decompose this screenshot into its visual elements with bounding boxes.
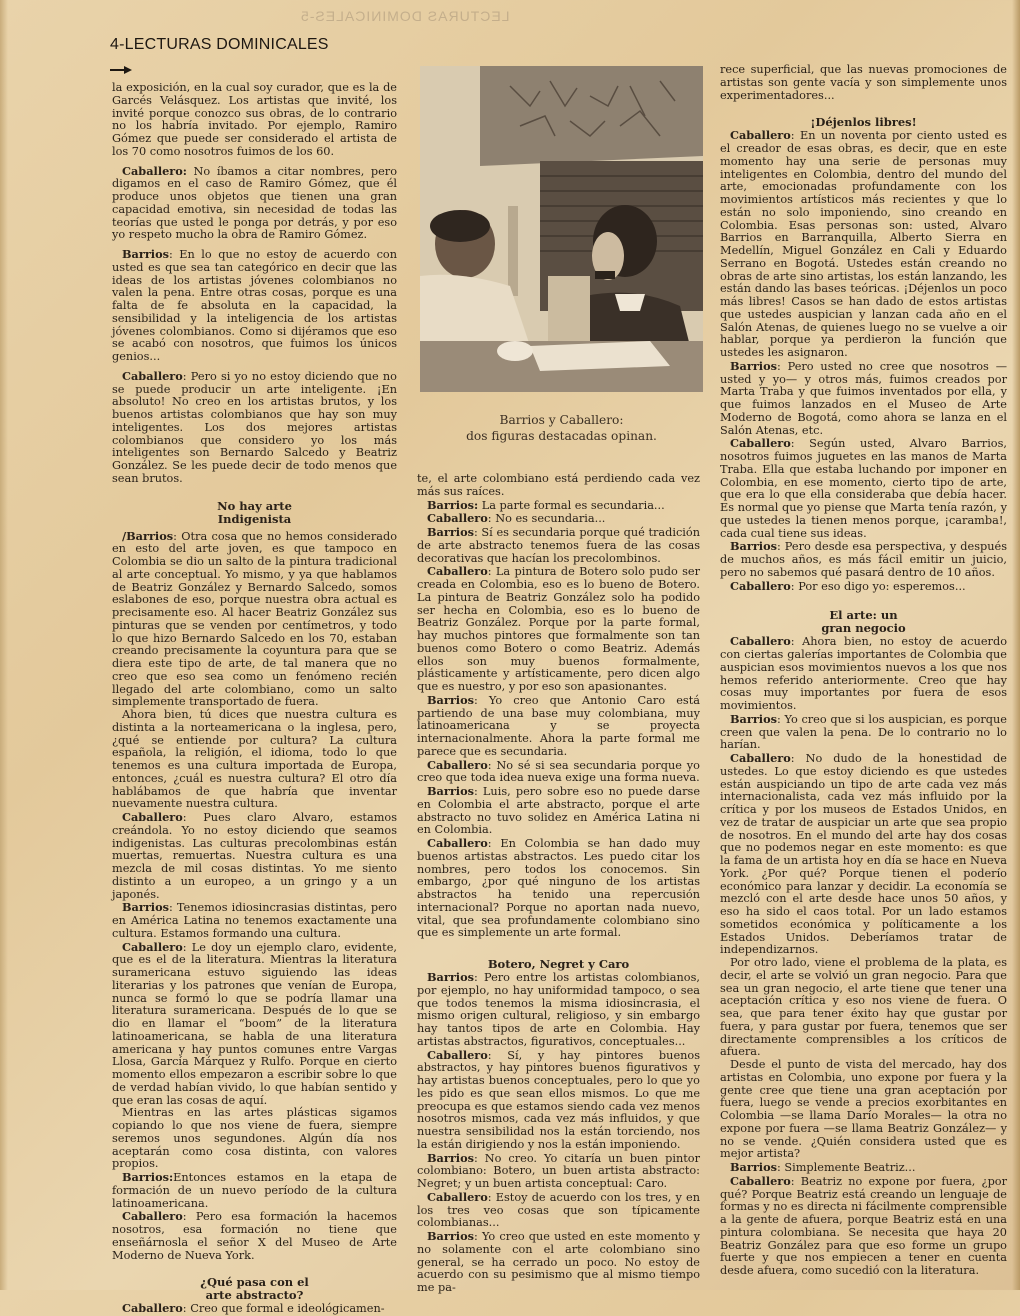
paragraph-text: : Estoy de acuerdo con los tres, y en los tres veo cosas que son típicamente colombianas... (417, 1190, 700, 1230)
paragraph-text: : Otra cosa que no hemos considerado en esto del arte joven, es que tampoco en Colombia se dio un salto de la pintura tradicional al arte conceptual. Yo mismo, y ya que hablamos de Beatriz González y Bernardo Salcedo, somos eslabones de eso, porque nuestra obra actual es precisamente eso. Al hacer Beatriz González sus pinturas que se venden por centímetros, y todo lo que hizo Bernardo Salcedo en los 70, estaban creando precisamente la coyuntura para que se diera este tipo de arte, de tal manera que no creo que eso sea como un fenómeno recién llegado del arte colombiano, como un salto simplemente transportado de fuera. (112, 529, 397, 709)
interview-photo (420, 66, 703, 392)
speaker-name: Barrios (427, 1150, 474, 1165)
caption-line: Barrios y Caballero: (499, 413, 624, 427)
article-paragraph (417, 971, 700, 1049)
paper-on-stand (548, 276, 590, 341)
paragraph-text: : Por eso digo yo: esperemos... (790, 579, 966, 593)
subhead-line: Botero, Negret y Caro (487, 957, 630, 971)
article-paragraph (417, 526, 700, 565)
paragraph-text: : Luis, pero sobre eso no puede darse en Colombia el arte abstracto, porque el arte abstracto no tuvo solidez en América Latina ni en Colombia. (417, 785, 700, 837)
photo-illustration (420, 66, 703, 392)
article-paragraph (720, 580, 1007, 594)
speaker-name: Barrios (730, 1160, 777, 1174)
paragraph-text: No íbamos a citar nombres, pero digamos en el caso de Ramiro Gómez, que él produce unos objetos que tienen una gran capacidad emotiva, sin necesidad de todas las teorías que usted le ponga por detrás, y por eso yo respeto mucho la obra de Ramiro Gómez. (112, 164, 397, 242)
article-paragraph (720, 957, 1007, 1059)
paragraph-text: : Ahora bien, no estoy de acuerdo con ciertas galerías importantes de Colombia que auspician esos movimientos nuevos a los que nos hemos referido anteriormente. Creo que hay cosas muy importantes por fuera de esos movimientos. (720, 635, 1007, 712)
speaker-name: Barrios: (122, 1170, 174, 1184)
paragraph-text: : Yo creo que Antonio Caro está partiendo de una base muy colombiana, muy latinoamericana y se proyecta internacionalmente. Ahora la parte formal me parece que es secundaria. (417, 693, 700, 758)
speaker-name: Caballero (122, 939, 183, 954)
column-1 (112, 82, 397, 1316)
subhead-arte-abstracto (112, 1276, 397, 1302)
article-paragraph (720, 437, 1007, 540)
article-paragraph (112, 709, 397, 811)
article-paragraph (112, 901, 397, 940)
subhead-no-hay-arte (112, 500, 397, 526)
article-paragraph (417, 785, 700, 837)
article-paragraph (417, 499, 700, 513)
column-2 (417, 473, 700, 1295)
speaker-name: Caballero (427, 564, 488, 579)
column-3 (720, 64, 1007, 1278)
article-paragraph (720, 129, 1007, 360)
subhead-line: El arte: un (829, 608, 898, 623)
bleed-through-header: LECTURAS DOMINICALES-5 (300, 8, 510, 24)
speaker-name: Caballero (122, 368, 183, 383)
article-paragraph (417, 1191, 700, 1230)
article-paragraph (720, 540, 1007, 579)
subhead-line: Indigenista (217, 511, 292, 526)
paragraph-text: La parte formal es secundaria... (478, 498, 665, 512)
col1-block-1 (112, 82, 397, 486)
speaker-name: Barrios (730, 711, 777, 726)
paragraph-text: Ahora bien, tú dices que nuestra cultura es distinta a la norteamericana o la inglesa, pero, ¿qué se entiende por cultura? La cultura española, la religión, el idioma, todo lo que tenemos es una cultura importada de Europa, entonces, ¿cuál es nuestra cultura? El otro día hablábamos de que habría que inventar nuevamente nuestra cultura. (112, 708, 397, 811)
paragraph-text: : Pero si yo no estoy diciendo que no se puede producir un arte inteligente. ¡En absoluto! No creo en los artistas brutos, y los buenos artistas colombianos que hay son muy inteligentes. Los dos mejores artistas colombianos que considero yo los más inteligentes son Bernardo Salcedo y Beatriz González. Se les puede decir de todo menos que sean brutos. (112, 369, 397, 485)
speaker-name: Caballero (122, 1301, 183, 1316)
speaker-name: Barrios (122, 900, 169, 915)
paragraph-text: : Según usted, Alvaro Barrios, nosotros fuimos juguetes en las manos de Marta Traba. Ella que estaba luchando por imponer en Colombia, en ese momento, cierto tipo de arte, que era lo que ella consideraba que debía hacer. Es normal que yo piense que Marta tenía razón, y que ustedes la tienen menos porque, ¡caramba!, cada cual tiene sus ideas. (720, 437, 1007, 540)
article-paragraph (720, 360, 1007, 438)
article-paragraph (417, 512, 700, 526)
article-paragraph (417, 759, 700, 786)
speaker-name: Barrios (427, 784, 474, 798)
article-paragraph (112, 530, 397, 710)
paragraph-text: : No creo. Yo citaría un buen pintor colombiano: Botero, un buen artista abstracto: Negret; y un buen artista conceptual: Caro. (417, 1151, 700, 1190)
article-paragraph (112, 1210, 397, 1262)
article-paragraph (112, 165, 397, 243)
speaker-name: Barrios (730, 358, 777, 373)
article-paragraph (417, 1230, 700, 1295)
paragraph-text: : Beatriz no expone por fuera, ¿por qué? Porque Beatriz está creando un lenguaje de formas y no es directa ni fácilmente comprensible a la gente de afuera, porque Beatriz está en una pintura colombiana. Se necesita que haya 20 Beatriz González para que eso forme un grupo fuerte y que nos empiecen a tener en cuenta desde afuera, como sucedió con la literatura. (720, 1174, 1007, 1277)
speaker-name: /Barrios (122, 528, 174, 543)
speaker-name: Barrios: (427, 497, 479, 512)
speaker-name: Caballero (427, 757, 488, 772)
article-paragraph (417, 1152, 700, 1191)
paragraph-text: : La pintura de Botero solo pudo ser creada en Colombia, eso es lo bueno de Botero. La pintura de Beatriz González solo ha podido ser hecha en Colombia, eso es lo bueno de Beatriz González. Porque por la parte formal, hay muchos pintores que formalmente son tan buenos como Botero o como Beatriz. Además ellos son muy buenos formalmente, plásticamente y artísticamente, pero dicen algo que es nuestro, y por eso son apasionantes. (417, 565, 700, 693)
paragraph-text: : Le doy un ejemplo claro, evidente, que es el de la literatura. Mientras la literatura suramericana estuvo siguiendo las ideas literarias y los patrones que venían de Europa, nunca se formó lo que se podría llamar una literatura suramericana. Después de lo que se dio en llamar el “boom” de la literatura latinoamericana, se habla de una literatura americana y hay puntos comunes entre Vargas Llosa, García Márquez y Rulfo. Porque en cierto momento ellos empezaron a escribir sobre lo que de verdad habían vivido, lo que habían sentido y que eran las cosas de aquí. (112, 940, 397, 1107)
article-paragraph (720, 64, 1007, 102)
paragraph-text: : Pero esa formación la hacemos nosotros, esa formación no tiene que enseñárnosla el señor X del Museo de Arte Moderno de Nueva York. (112, 1210, 397, 1262)
speaker-name: Caballero (730, 128, 791, 143)
paragraph-text: : Pues claro Alvaro, estamos creándola. Yo no estoy diciendo que seamos indigenistas. Las culturas precolombinas están muertas, remuertas. Nuestra cultura es una mezcla de mil cosas distintas. Yo me siento distinto a un europeo, a un gringo y a un japonés. (112, 811, 397, 901)
article-paragraph (417, 473, 700, 499)
article-paragraph (417, 694, 700, 759)
paragraph-text: : En lo que no estoy de acuerdo con usted es que sea tan categórico en decir que las ideas de los artistas jóvenes colombianos no valen la pena. Entre otras cosas, porque es una falta de fe absoluta en la capacidad, la sensibilidad y la inteligencia de los artistas jóvenes colombianos. Como si dijéramos que eso se acabó con nosotros, que fuimos los únicos genios... (112, 248, 397, 363)
col1-block-2 (112, 530, 397, 1263)
article-paragraph (112, 370, 397, 486)
speaker-name: Barrios (427, 970, 474, 984)
speaker-name: Caballero (730, 578, 791, 593)
article-paragraph (112, 811, 397, 901)
paragraph-text: rece superficial, que las nuevas promociones de artistas son gente vacía y son simplemente unos experimentadores... (720, 63, 1007, 102)
paragraph-text: Por otro lado, viene el problema de la plata, es decir, el arte se volvió un gran negocio. Para que sea un gran negocio, el arte tiene que tener una aceptación crítica y eso nos viene de fuera. O sea, que para tener éxito hay que gustar por fuera, y para gustar por fuera, tenemos que ser directamente comprensibles a los críticos de afuera. (720, 956, 1007, 1059)
speaker-name: Caballero (730, 1173, 791, 1188)
paragraph-text: Entonces estamos en la etapa de formación de un nuevo período de la cultura latinoamericana. (112, 1171, 397, 1210)
article-paragraph (720, 752, 1007, 957)
subhead-line: ¡Déjenlos libres! (810, 115, 917, 130)
paragraph-text: : Pero desde esa perspectiva, y después de muchos años, es más fácil emitir un juicio, pero no sabemos qué pasará dentro de 10 años. (720, 540, 1007, 579)
section-header: 4-LECTURAS DOMINICALES (110, 36, 329, 53)
col2-block-1 (417, 473, 700, 940)
speaker-name: Barrios (427, 1229, 474, 1243)
article-paragraph (112, 248, 397, 364)
speaker-name: Barrios (730, 539, 777, 554)
paragraph-text: : Pero entre los artistas colombianos, por ejemplo, no hay uniformidad tampoco, o sea que todos tenemos la misma idiosincrasia, el mismo origen cultural, religioso, y sin embargo hay tantos tipos de arte en Colombia. Hay artistas abstractos, figurativos, conceptuales... (417, 971, 700, 1048)
paragraph-text: : En Colombia se han dado muy buenos artistas abstractos. Les puedo citar los nombres, pero todos los conocemos. Sin embargo, ¿por qué ninguno de los artistas abstractos ha tenido una repercusión internacional? Porque no aportan nada nuevo, vital, que sea profundamente colombiano sino que es simplemente un arte formal. (417, 837, 700, 940)
paragraph-text: : Pero usted no cree que nosotros —usted y yo— y otros más, fuimos creados por Marta Traba y que fuimos inventados por ella, y que fuimos lanzados en el Museo de Arte Moderno de Bogotá, como ahora se lanza en el Salón Atenas, etc. (720, 359, 1007, 437)
photo-caption (420, 412, 703, 444)
paragraph-text: : Sí, y hay pintores buenos abstractos, y hay pintores buenos figurativos y hay artistas buenos conceptuales, pero lo que yo les pido es que sean ellos mismos. Lo que me preocupa es que estamos siendo cada vez menos nosotros mismos, cada vez más influidos, y que nuestra sensibilidad nos la están torciendo, nos la están dirigiendo y nos la están imponiendo. (417, 1048, 700, 1151)
speaker-name: Caballero: (122, 163, 187, 178)
subhead-line: arte abstracto? (205, 1288, 304, 1303)
subhead-line: No hay arte (217, 498, 292, 513)
speaker-name: Caballero (730, 634, 791, 649)
col3-block-3 (720, 635, 1007, 1278)
paragraph-text: : Sí es secundaria porque qué tradición de arte abstracto tenemos fuera de las cosas decorativas que hacían los precolombinos. (417, 526, 700, 565)
paragraph-text: : En un noventa por ciento usted es el creador de esas obras, es decir, que en este momento hay una serie de personas muy inteligentes en Colombia, dentro del mundo del arte, emocionadas profundamente con los movimientos artísticos más recientes y que lo están no solo imponiendo, sino creando en Colombia. Esas personas son: usted, Alvaro Barrios en Barranquilla, Alberto Sierra en Medellín, Miguel González en Cali y Eduardo Serrano en Bogotá. Ustedes están creando no obras de arte sino artistas, los están lanzando, les están dando las bases teóricas. ¡Déjenlos un poco más libres! Casos se han dado de estos artistas que ustedes auspician y lanzan cada año en el Salón Atenas, de quienes luego no se vuelve a oir hablar, porque ya perdieron la función que ustedes les asignaron. (720, 129, 1007, 359)
paragraph-text: la exposición, en la cual soy curador, que es la de Garcés Velásquez. Los artistas que invité, los invité porque conozco sus obras, de lo contrario no los habría invitado. Por ejemplo, Ramiro Gómez que puede ser considerado el artista de los 70 como nosotros fuimos de los 60. (112, 81, 397, 158)
article-paragraph (417, 837, 700, 940)
col1-block-3 (112, 1302, 397, 1316)
speaker-name: Caballero (122, 1209, 183, 1224)
paragraph-text: : Tenemos idiosincrasias distintas, pero en América Latina no tenemos exactamente una cultura. Estamos formando una cultura. (112, 901, 397, 940)
article-paragraph (720, 1161, 1007, 1175)
article-paragraph (112, 1302, 397, 1316)
article-paragraph (720, 1059, 1007, 1161)
subhead-line: gran negocio (821, 621, 906, 636)
arrow-right-icon (110, 66, 132, 74)
speaker-name: Caballero (122, 810, 183, 824)
article-paragraph (112, 1171, 397, 1210)
paragraph-text: : Creo que formal e ideológicamen- (182, 1302, 385, 1316)
paragraph-text: : No sé si sea secundaria porque yo creo que toda idea nueva exige una forma nueva. (417, 758, 700, 785)
col3-block-1 (720, 64, 1007, 102)
article-paragraph (417, 565, 700, 694)
speaker-name: Caballero (427, 1189, 488, 1204)
subhead-gran-negocio (720, 609, 1007, 635)
speaker-name: Barrios (122, 247, 169, 261)
cup (497, 341, 533, 361)
speaker-name: Barrios (427, 525, 474, 539)
page-edge-left (0, 0, 8, 1290)
col3-block-2 (720, 129, 1007, 593)
article-paragraph (112, 82, 397, 159)
paragraph-text: : No dudo de la honestidad de ustedes. Lo que estoy diciendo es que ustedes están auspiciando un tipo de arte cada vez más internacionalista, cada vez más influido por la crítica y por los museos de Estados Unidos, en vez de tratar de auspiciar un arte que sea propio de nosotros. En el mundo del arte hay dos cosas que no podemos negar en este momento: es que la fama de un artista hoy en día se hace en Nueva York. ¿Por qué? Porque tienen el poderío económico para lanzar y decidir. La economía se mezcló con el arte desde hace unos 50 años, y eso ha sido el caos total. Por un lado estamos sometidos económica y políticamente a los Estados Unidos. Deberíamos tratar de independizarnos. (720, 752, 1007, 957)
speaker-name: Caballero (427, 836, 488, 850)
page-edge-right (1012, 0, 1020, 1290)
subhead-line: ¿Qué pasa con el (200, 1275, 309, 1290)
article-paragraph (417, 1049, 700, 1152)
article-paragraph (720, 635, 1007, 713)
paragraph-text: : Yo creo que usted en este momento y no solamente con el arte colombiano sino general, se ha cerrado un poco. No estoy de acuerdo con su pesimismo que al mismo tiempo me pa- (417, 1230, 700, 1294)
speaker-name: Barrios (427, 692, 474, 707)
paragraph-text: : Simplemente Beatriz... (776, 1161, 916, 1174)
paragraph-text: : Yo creo que si los auspician, es porque creen que valen la pena. De lo contrario no lo harían. (720, 712, 1007, 752)
speaker-name: Caballero (427, 511, 488, 526)
paragraph-text: Desde el punto de vista del mercado, hay dos artistas en Colombia, uno expone por fuera y la gente cree que tiene una gran aceptación por fuera, luego se vende a precios exorbitantes en Colombia —se llama Darío Morales— la otra no expone por fuera —se llama Beatriz González— y no se vende. ¿Quién considera usted que es mejor artista? (720, 1058, 1007, 1161)
paragraph-text: te, el arte colombiano está perdiendo cada vez más sus raíces. (417, 472, 700, 498)
article-paragraph (720, 1175, 1007, 1278)
speaker-name: Caballero (730, 436, 791, 451)
paragraph-text: Mientras en las artes plásticas sigamos copiando lo que nos viene de fuera, siempre seremos unos segundones. Algún día nos aceptarán como cosa distinta, con valores propios. (112, 1106, 397, 1171)
article-paragraph (112, 941, 397, 1108)
article-paragraph (112, 1107, 397, 1171)
speaker-name: Caballero (427, 1047, 488, 1062)
artwork-on-wall (480, 66, 703, 166)
article-paragraph (720, 713, 1007, 752)
speaker-name: Caballero (730, 751, 791, 765)
caption-line: dos figuras destacadas opinan. (466, 429, 657, 443)
paragraph-text: : No es secundaria... (487, 512, 606, 526)
col2-block-2 (417, 971, 700, 1295)
